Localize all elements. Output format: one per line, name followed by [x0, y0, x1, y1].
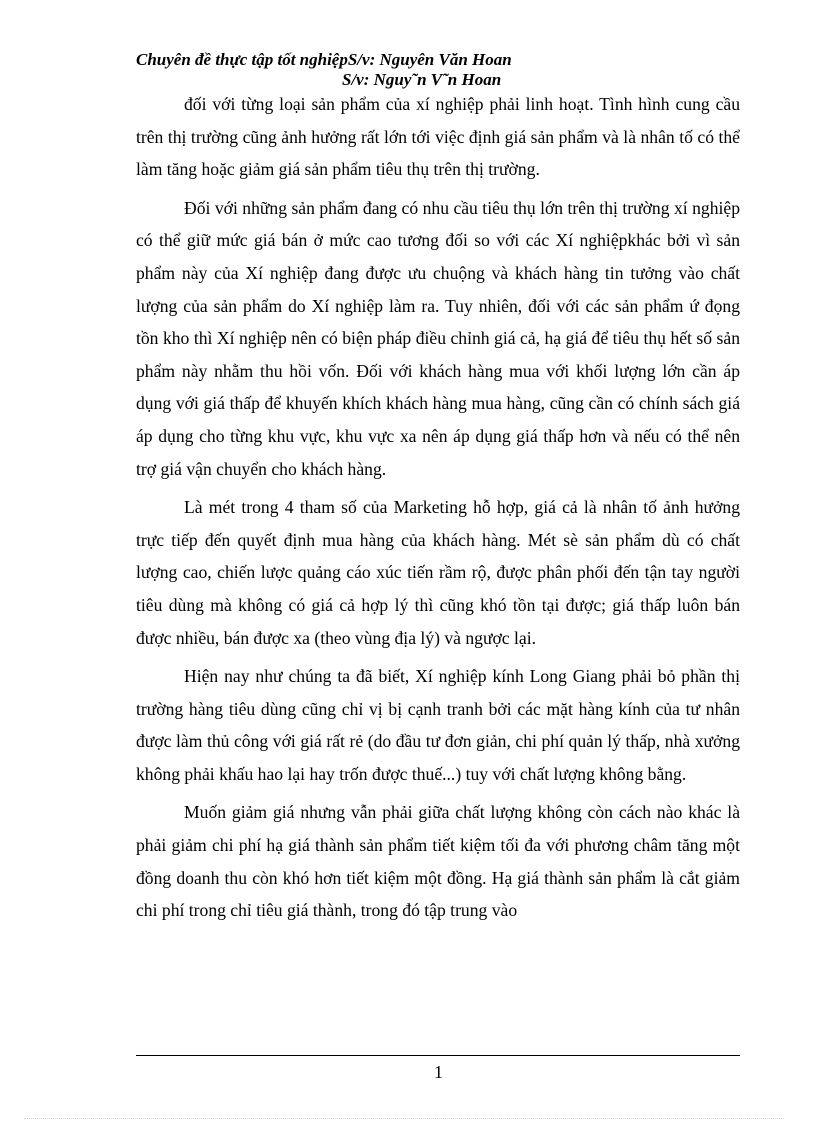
paragraph-2: Đối với những sản phẩm đang có nhu cầu tiêu thụ lớn trên thị trường xí nghiệp có thể giữ mức giá bán ở mức cao tương đối so với các Xí nghiệpkhác bởi vì sản phẩm này của Xí nghiệp đang được ưu chuộng và khách hàng tin tưởng vào chất lượng của sản phẩm do Xí nghiệp làm ra. Tuy nhiên, đối với các sản phẩm ứ đọng tồn kho thì Xí nghiệp nên có biện pháp điều chỉnh giá cả, hạ giá để tiêu thụ hết số sản phẩm này nhằm thu hồi vốn. Đối với khách hàng mua với khối lượng lớn cần áp dụng với giá thấp để khuyến khích khách hàng mua hàng, cũng cần có chính sách giá áp dụng cho từng khu vực, khu vực xa nên áp dụng giá thấp hơn và nếu có thể nên trợ giá vận chuyển cho khách hàng. — [136, 197, 740, 479]
running-header-line-2: S/v: Nguy˜n V˜n Hoan — [342, 70, 502, 89]
page-number: 1 — [434, 1062, 443, 1082]
paragraph-5: Muốn giảm giá nhưng vẫn phải giữa chất lượng không còn cách nào khác là phải giảm chi phí hạ giá thành sản phẩm tiết kiệm tối đa với phương châm tăng một đồng doanh thu còn khó hơn tiết kiệm một đồng. Hạ giá thành sản phẩm là cắt giảm chi phí trong chỉ tiêu giá thành, trong đó tập trung vào — [136, 802, 740, 921]
paragraph-3: Là mét trong 4 tham số của Marketing hỗ hợp, giá cả là nhân tố ảnh hưởng trực tiếp đến quyết định mua hàng của khách hàng. Mét sè sản phẩm dù có chất lượng cao, chiến lược quảng cáo xúc tiến rầm rộ, được phân phối đến tận tay người tiêu dùng mà không có giá cả hợp lý thì cũng khó tồn tại được; giá thấp luôn bán được nhiều, bán được xa (theo vùng địa lý) và ngược lại. — [136, 497, 740, 648]
running-header-line-1: Chuyên đề thực tập tốt nghiệpS/v: Nguyên Văn Hoan — [136, 50, 512, 69]
page-bottom-edge — [24, 1118, 784, 1119]
document-body — [136, 88, 740, 927]
paragraph-1: đối với từng loại sản phẩm của xí nghiệp phải linh hoạt. Tình hình cung cầu trên thị trường cũng ảnh hưởng rất lớn tới việc định giá sản phẩm và là nhân tố có thể làm tăng hoặc giảm giá sản phẩm tiêu thụ trên thị trường. — [136, 94, 740, 180]
paragraph-4: Hiện nay như chúng ta đã biết, Xí nghiệp kính Long Giang phải bỏ phần thị trường hàng tiêu dùng cũng chỉ vị bị cạnh tranh bởi các mặt hàng kính của tư nhân được làm thủ công với giá rất rẻ (do đầu tư đơn giản, chi phí quản lý thấp, nhà xưởng không phải khấu hao lại hay trốn được thuế...) tuy với chất lượng không bằng. — [136, 666, 740, 784]
footer-divider — [136, 1055, 740, 1056]
